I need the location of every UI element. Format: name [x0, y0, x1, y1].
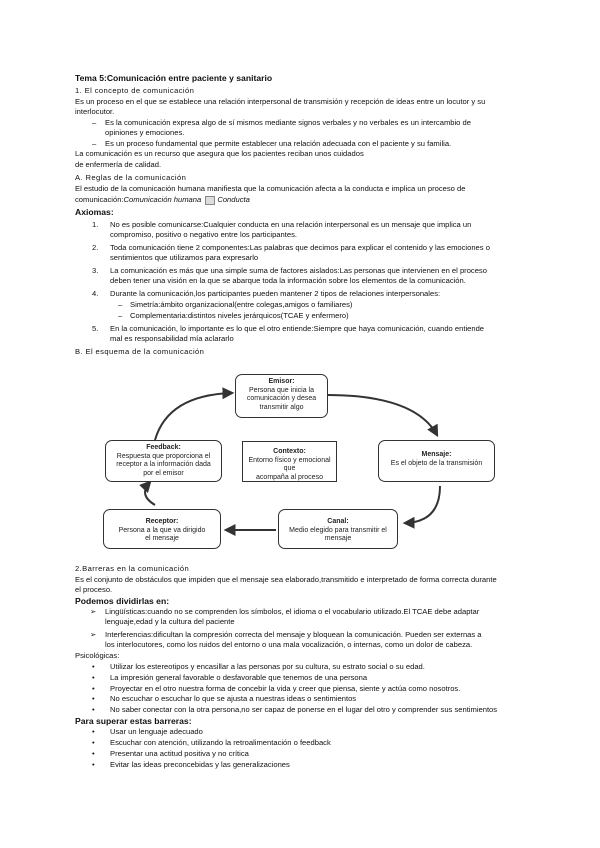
psico-heading: Psicológicas: [75, 651, 120, 660]
paragraph-line: El estudio de la comunicación humana manifiesta que la comunicación afecta a la conducta e implica un proceso de [75, 184, 466, 193]
list-item: Proyectar en el otro nuestra forma de concebir la vida y creer que piensa, siente y actúa como nosotros. [110, 684, 461, 693]
section-heading-concepto: 1. El concepto de comunicación [75, 86, 195, 95]
arrow-bullet-icon: ➢ [90, 607, 97, 616]
list-item: Utilizar los estereotipos y encasillar a las personas por su cultura, su estrato social o su edad. [110, 662, 425, 671]
section-heading-barreras: 2.Barreras en la comunicación [75, 564, 190, 573]
list-number: 2. [92, 243, 99, 252]
list-item: Usar un lenguaje adecuado [110, 727, 203, 736]
dash-bullet: – [118, 300, 123, 309]
list-item: Escuchar con atención, utilizando la retroalimentación o feedback [110, 738, 331, 747]
sub-item: Simetría:ámbito organizacional(entre colegas,amigos o familiares) [130, 300, 353, 309]
list-item: sentimientos que utilizamos para expresarlo [110, 253, 259, 262]
list-item: No saber conectar con la otra persona,no ser capaz de ponerse en el lugar del otro y comprender sus sentimientos [110, 705, 498, 714]
arrow-bullet-icon: ➢ [90, 630, 97, 639]
bullet-dot: • [92, 749, 95, 758]
bullet-dot: • [92, 673, 95, 682]
list-number: 3. [92, 266, 99, 275]
section-heading-reglas: A. Reglas de la comunicación [75, 173, 187, 182]
dash-bullet: – [118, 311, 123, 320]
list-item: mal es responsabilidad mía aclararlo [110, 334, 234, 343]
sub-item: Complementaria:distintos niveles jerárquicos(TCAE y enfermero) [130, 311, 349, 320]
dash-bullet: – [92, 139, 97, 148]
list-item: lenguaje,edad y la cultura del paciente [105, 617, 235, 626]
list-item: Durante la comunicación,los participantes pueden mantener 2 tipos de relaciones interpersonales: [110, 289, 441, 298]
dash-item: opiniones y emociones. [105, 128, 185, 137]
section-heading-esquema: B. El esquema de la comunicación [75, 347, 205, 356]
bullet-dot: • [92, 694, 95, 703]
canal-box: Canal: Medio elegido para transmitir el mensaje [278, 509, 398, 549]
paragraph-line: Es el conjunto de obstáculos que impiden que el mensaje sea elaborado,transmitido e interpretado de forma correcta durante [75, 575, 497, 584]
paragraph-line: comunicación:Comunicación humana Conducta [75, 195, 250, 204]
list-item: La comunicación es más que una simple suma de factores aislados:Las personas que intervienen en el proceso [110, 266, 487, 275]
bullet-dot: • [92, 760, 95, 769]
list-number: 5. [92, 324, 99, 333]
list-number: 4. [92, 289, 99, 298]
bullet-dot: • [92, 684, 95, 693]
list-item: En la comunicación, lo importante es lo que el otro entiende:Siempre que haya comunicación, cuando entiende [110, 324, 485, 333]
arrow-feedback-emisor [155, 393, 232, 440]
paragraph-line: el proceso. [75, 585, 113, 594]
paragraph-line: interlocutor. [75, 107, 115, 116]
arrow-mensaje-canal [405, 486, 440, 523]
arrow-receptor-feedback [145, 482, 155, 505]
arrow-emisor-mensaje [327, 395, 437, 435]
list-item: compromiso, positivo o negativo entre los participantes. [110, 230, 297, 239]
list-item: Presentar una actitud positiva y no crítica [110, 749, 249, 758]
list-item: deben tener una visión en la que se abarque toda la información sobre los elementos de la comunicación. [110, 276, 466, 285]
bullet-dot: • [92, 662, 95, 671]
paragraph-line: de enfermería de calidad. [75, 160, 162, 169]
mensaje-box: Mensaje: Es el objeto de la transmisión [378, 440, 495, 482]
bullet-dot: • [92, 705, 95, 714]
bullet-dot: • [92, 738, 95, 747]
list-item: Interferencias:dificultan la compresión correcta del mensaje y bloquean la comunicación. Pueden ser externas a [105, 630, 482, 639]
list-number: 1. [92, 220, 99, 229]
feedback-box: Feedback: Respuesta que proporciona el receptor a la información dada por el emisor [105, 440, 222, 482]
superar-heading: Para superar estas barreras: [75, 716, 192, 726]
list-item: No escuchar o escuchar lo que se ajusta a nuestras ideas o sentimientos [110, 694, 357, 703]
list-item: Evitar las ideas preconcebidas y las generalizaciones [110, 760, 290, 769]
dash-bullet: – [92, 118, 97, 127]
dash-item: Es un proceso fundamental que permite establecer una relación adecuada con el paciente y su familia. [105, 139, 452, 148]
dividir-heading: Podemos dividirlas en: [75, 596, 170, 606]
list-item: los interlocutores, como los ruidos del entorno o una mala vocalización, o internas, como un dolor de cabeza. [105, 640, 473, 649]
list-item: Toda comunicación tiene 2 componentes:Las palabras que decimos para explicar el contenido y las emociones o [110, 243, 490, 252]
paragraph-line: La comunicación es un recurso que asegura que los pacientes reciban unos cuidados [75, 149, 364, 158]
receptor-box: Receptor: Persona a la que va dirigido el mensaje [103, 509, 221, 549]
emisor-box: Emisor: Persona que inicia la comunicación y desea transmitir algo [235, 374, 328, 418]
page-title: Tema 5:Comunicación entre paciente y sanitario [75, 73, 273, 83]
contexto-box: Contexto: Entorno físico y emocional que acompaña al proceso [242, 441, 337, 482]
list-item: Lingüísticas:cuando no se comprenden los símbolos, el idioma o el vocabulario utilizado.El TCAE debe adaptar [105, 607, 480, 616]
list-item: No es posible comunicarse:Cualquier conducta en una relación interpersonal es un mensaje que implica un [110, 220, 472, 229]
dash-item: Es la comunicación expresa algo de sí mismos mediante signos verbales y no verbales es un intercambio de [105, 118, 471, 127]
axiomas-heading: Axiomas: [75, 207, 114, 217]
list-item: La impresión general favorable o desfavorable que tenemos de una persona [110, 673, 368, 682]
bullet-dot: • [92, 727, 95, 736]
paragraph-line: Es un proceso en el que se establece una relación interpersonal de transmisión y recepción de ideas entre un locutor y su [75, 97, 486, 106]
